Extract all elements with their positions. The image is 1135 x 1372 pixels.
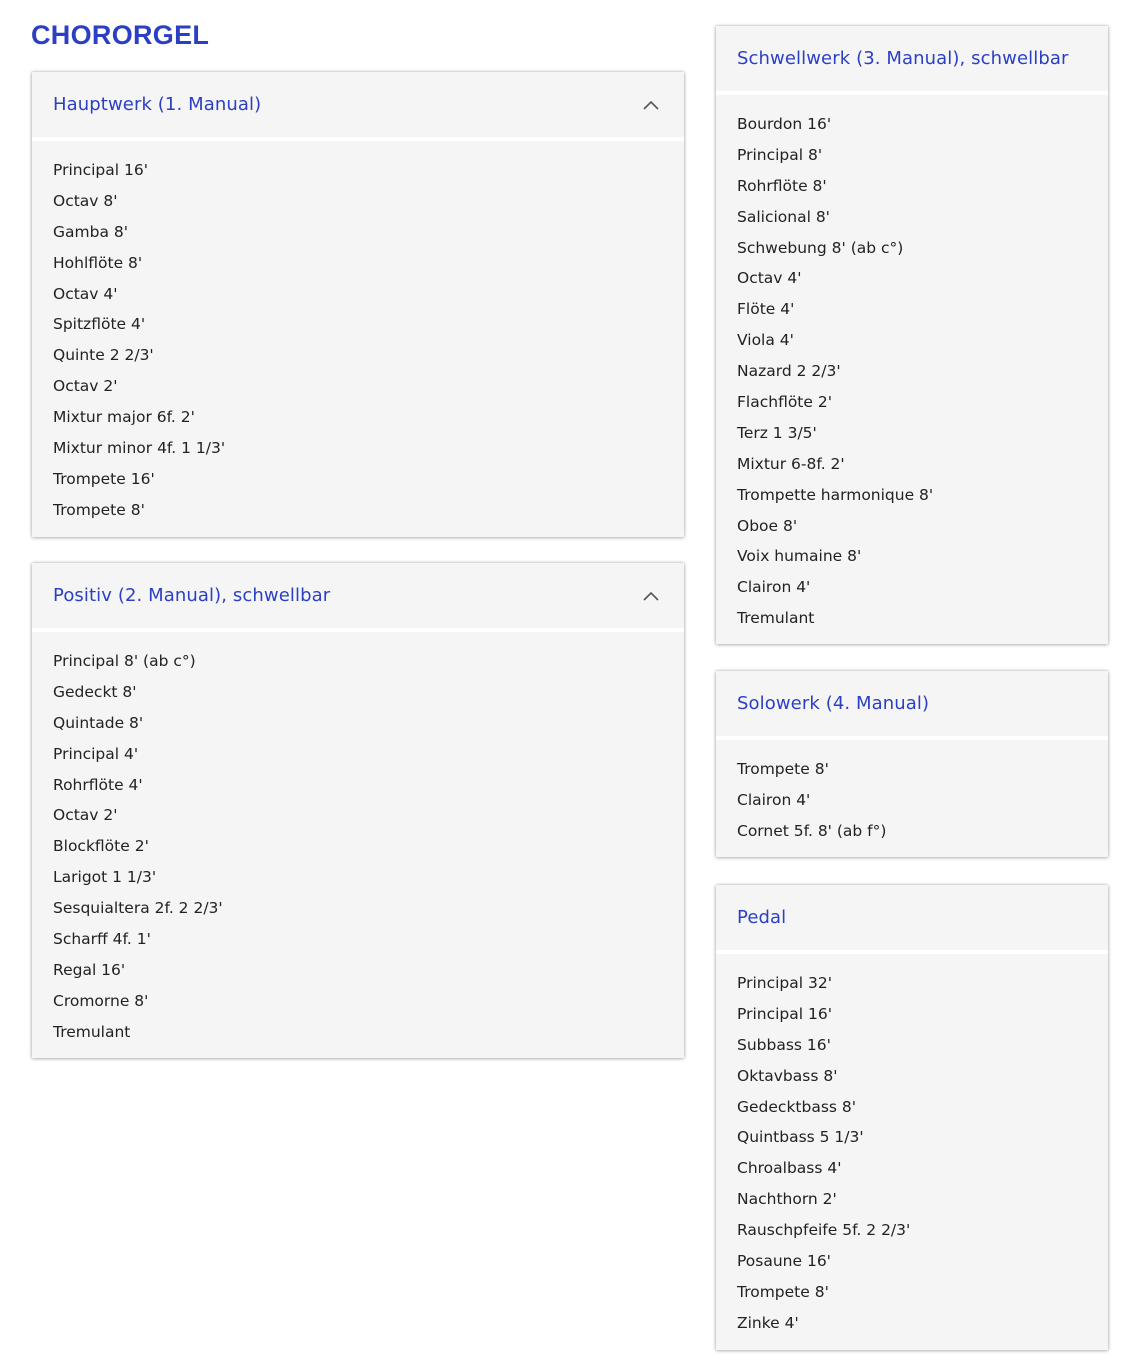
stop-item: Cornet 5f. 8' (ab f°) xyxy=(737,821,887,840)
stop-list-pedal xyxy=(716,954,1108,1339)
panel-title-schwellwerk: Schwellwerk (3. Manual), schwellbar xyxy=(737,48,1069,69)
stop-item: Tremulant xyxy=(53,1022,131,1041)
stop-item: Gamba 8' xyxy=(53,222,128,241)
stop-item: Octav 4' xyxy=(53,284,118,303)
stop-item: Oboe 8' xyxy=(737,516,798,535)
stop-item: Nazard 2 2/3' xyxy=(737,362,841,381)
stop-item: Larigot 1 1/3' xyxy=(53,868,157,887)
chevron-up-icon[interactable] xyxy=(642,99,660,111)
stop-item: Octav 8' xyxy=(53,191,118,210)
stop-item: Trompete 8' xyxy=(737,1282,829,1301)
stop-item: Rohrflöte 4' xyxy=(53,775,143,794)
stop-list-hauptwerk xyxy=(32,141,684,526)
stop-item: Posaune 16' xyxy=(737,1252,831,1271)
stop-item: Octav 4' xyxy=(737,269,802,288)
panel-positiv xyxy=(32,563,684,1058)
chevron-up-icon[interactable] xyxy=(642,590,660,602)
stop-item: Principal 16' xyxy=(53,161,148,179)
stop-item: Clairon 4' xyxy=(737,790,811,809)
stop-item: Mixtur minor 4f. 1 1/3' xyxy=(53,439,226,458)
stop-item: Tremulant xyxy=(737,609,815,628)
panel-title-solowerk: Solowerk (4. Manual) xyxy=(737,693,930,714)
stop-list-schwellwerk xyxy=(716,95,1108,634)
stop-item: Salicional 8' xyxy=(737,207,830,226)
stop-item: Principal 16' xyxy=(737,1004,832,1023)
panel-solowerk xyxy=(716,671,1108,857)
panel-header-schwellwerk[interactable] xyxy=(716,26,1108,95)
stop-item: Mixtur major 6f. 2' xyxy=(53,408,195,427)
stop-item: Flachflöte 2' xyxy=(737,393,832,412)
stop-list-solowerk xyxy=(716,740,1108,847)
panel-pedal xyxy=(716,885,1108,1350)
stop-item: Rohrflöte 8' xyxy=(737,176,827,195)
stop-item: Quintade 8' xyxy=(53,713,144,732)
stop-item: Bourdon 16' xyxy=(737,115,832,133)
stop-item: Regal 16' xyxy=(53,960,126,979)
stop-item: Trompete 8' xyxy=(737,760,829,778)
stop-item: Chroalbass 4' xyxy=(737,1159,842,1178)
stop-list-positiv xyxy=(32,632,684,1048)
panel-title-hauptwerk: Hauptwerk (1. Manual) xyxy=(53,94,262,115)
stop-item: Trompete 8' xyxy=(53,500,145,519)
stop-item: Sesquialtera 2f. 2 2/3' xyxy=(53,899,223,918)
stop-item: Cromorne 8' xyxy=(53,991,149,1010)
stop-item: Octav 2' xyxy=(53,806,118,825)
stop-item: Gedecktbass 8' xyxy=(737,1097,857,1116)
stop-item: Quinte 2 2/3' xyxy=(53,346,154,365)
stop-item: Flöte 4' xyxy=(737,300,795,319)
stop-item: Viola 4' xyxy=(737,331,794,350)
stop-item: Hohlflöte 8' xyxy=(53,253,143,272)
stop-item: Mixtur 6-8f. 2' xyxy=(737,454,845,473)
panel-header-hauptwerk[interactable] xyxy=(32,72,684,141)
stop-item: Subbass 16' xyxy=(737,1035,831,1054)
panel-title-pedal: Pedal xyxy=(737,907,787,928)
stop-item: Oktavbass 8' xyxy=(737,1066,838,1085)
panel-header-pedal[interactable] xyxy=(716,885,1108,954)
stop-item: Trompette harmonique 8' xyxy=(737,485,934,504)
stop-item: Principal 4' xyxy=(53,744,139,763)
stop-item: Principal 32' xyxy=(737,974,832,992)
stop-item: Schwebung 8' (ab c°) xyxy=(737,238,904,257)
stop-item: Zinke 4' xyxy=(737,1313,799,1332)
stop-item: Quintbass 5 1/3' xyxy=(737,1128,864,1147)
stop-item: Gedeckt 8' xyxy=(53,682,137,701)
stop-item: Spitzflöte 4' xyxy=(53,315,146,334)
page-title: CHORORGEL xyxy=(31,20,210,50)
stop-item: Blockflöte 2' xyxy=(53,837,149,856)
panel-header-solowerk[interactable] xyxy=(716,671,1108,740)
stop-item: Trompete 16' xyxy=(53,469,155,488)
panel-header-positiv[interactable] xyxy=(32,563,684,632)
panel-schwellwerk xyxy=(716,26,1108,644)
stop-item: Rauschpfeife 5f. 2 2/3' xyxy=(737,1221,911,1240)
stop-item: Scharff 4f. 1' xyxy=(53,930,151,949)
stop-item: Terz 1 3/5' xyxy=(737,423,817,442)
stop-item: Nachthorn 2' xyxy=(737,1190,837,1209)
stop-item: Clairon 4' xyxy=(737,578,811,597)
stop-item: Voix humaine 8' xyxy=(737,547,862,566)
stop-item: Octav 2' xyxy=(53,377,118,396)
stop-item: Principal 8' xyxy=(737,145,823,164)
panel-title-positiv: Positiv (2. Manual), schwellbar xyxy=(53,585,331,606)
panel-hauptwerk xyxy=(32,72,684,537)
stop-item: Principal 8' (ab c°) xyxy=(53,652,196,670)
